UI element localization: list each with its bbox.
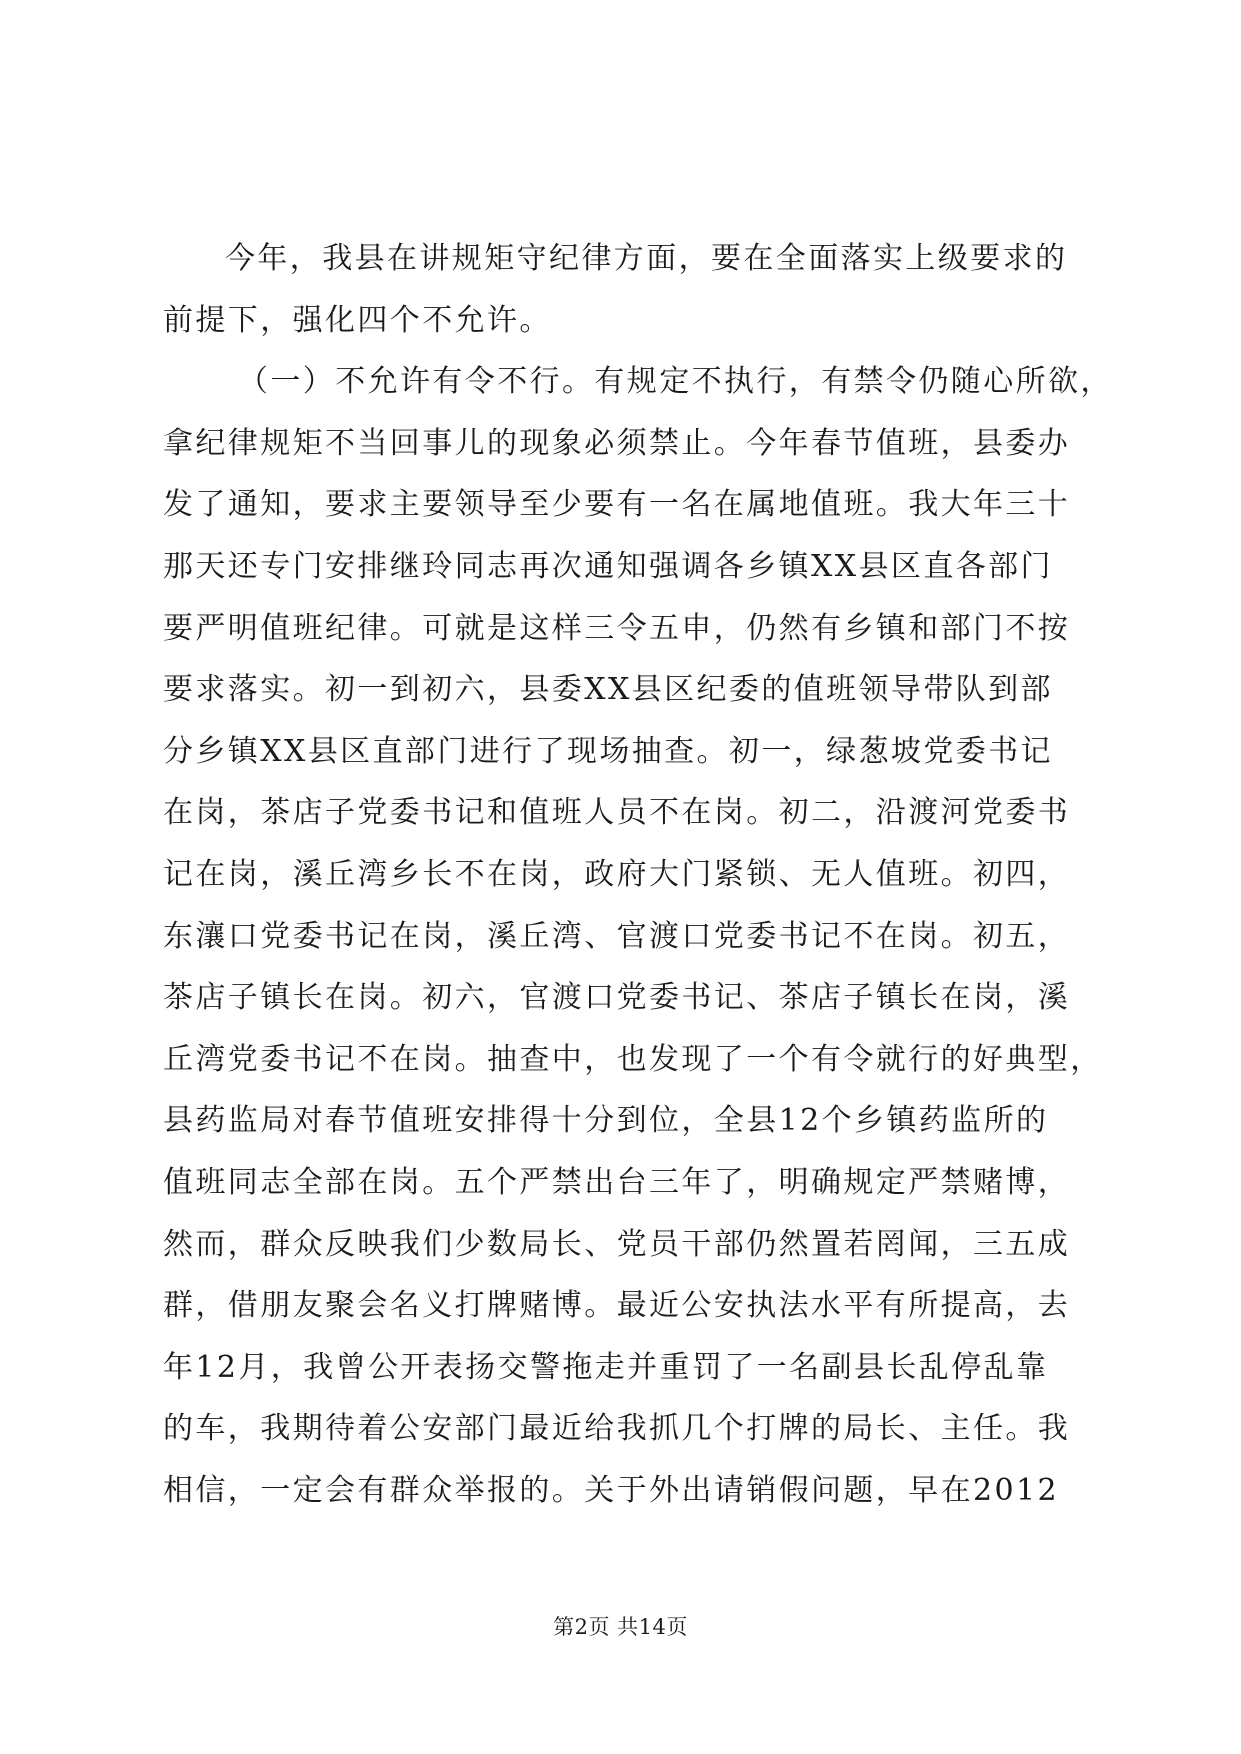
paragraph-line: 发了通知，要求主要领导至少要有一名在属地值班。我大年三十 — [163, 487, 1071, 523]
paragraph-line: 年12月，我曾公开表扬交警拖走并重罚了一名副县长乱停乱靠 — [163, 1349, 1049, 1385]
paragraph-line: 然而，群众反映我们少数局长、党员干部仍然置若罔闻，三五成 — [163, 1226, 1071, 1262]
paragraph-line: 在岗，茶店子党委书记和值班人员不在岗。初二，沿渡河党委书 — [163, 795, 1071, 831]
paragraph-line: 丘湾党委书记不在岗。抽查中，也发现了一个有令就行的好典型， — [163, 1041, 1103, 1077]
paragraph-line: 的车，我期待着公安部门最近给我抓几个打牌的局长、主任。我 — [163, 1411, 1071, 1447]
paragraph-line: 前提下，强化四个不允许。 — [163, 302, 552, 338]
paragraph-line: 今年，我县在讲规矩守纪律方面，要在全面落实上级要求的 — [225, 241, 1068, 276]
paragraph-line: 拿纪律规矩不当回事儿的现象必须禁止。今年春节值班，县委办 — [163, 425, 1071, 461]
body-text — [163, 228, 1113, 1521]
paragraph-line: 记在岗，溪丘湾乡长不在岗，政府大门紧锁、无人值班。初四， — [163, 856, 1071, 892]
page-footer: 第2页 共14页 — [553, 1615, 688, 1639]
paragraph-line: 相信，一定会有群众举报的。关于外出请销假问题，早在2012 — [163, 1472, 1059, 1508]
paragraph-line: 要严明值班纪律。可就是这样三令五申，仍然有乡镇和部门不按 — [163, 610, 1071, 646]
paragraph-line: （一）不允许有令不行。有规定不执行，有禁令仍随心所欲， — [238, 364, 1113, 400]
paragraph-line: 值班同志全部在岗。五个严禁出台三年了，明确规定严禁赌博， — [163, 1164, 1071, 1200]
paragraph-line: 分乡镇XX县区直部门进行了现场抽查。初一，绿葱坡党委书记 — [163, 733, 1053, 769]
paragraph-line: 那天还专门安排继玲同志再次通知强调各乡镇XX县区直各部门 — [163, 548, 1053, 584]
paragraph-line: 东瀼口党委书记在岗，溪丘湾、官渡口党委书记不在岗。初五， — [163, 918, 1071, 954]
paragraph-line: 县药监局对春节值班安排得十分到位，全县12个乡镇药监所的 — [163, 1103, 1049, 1139]
paragraph-line: 群，借朋友聚会名义打牌赌博。最近公安执法水平有所提高，去 — [163, 1288, 1071, 1324]
paragraph-line: 茶店子镇长在岗。初六，官渡口党委书记、茶店子镇长在岗，溪 — [163, 980, 1071, 1016]
paragraph-line: 要求落实。初一到初六，县委XX县区纪委的值班领导带队到部 — [163, 672, 1053, 708]
